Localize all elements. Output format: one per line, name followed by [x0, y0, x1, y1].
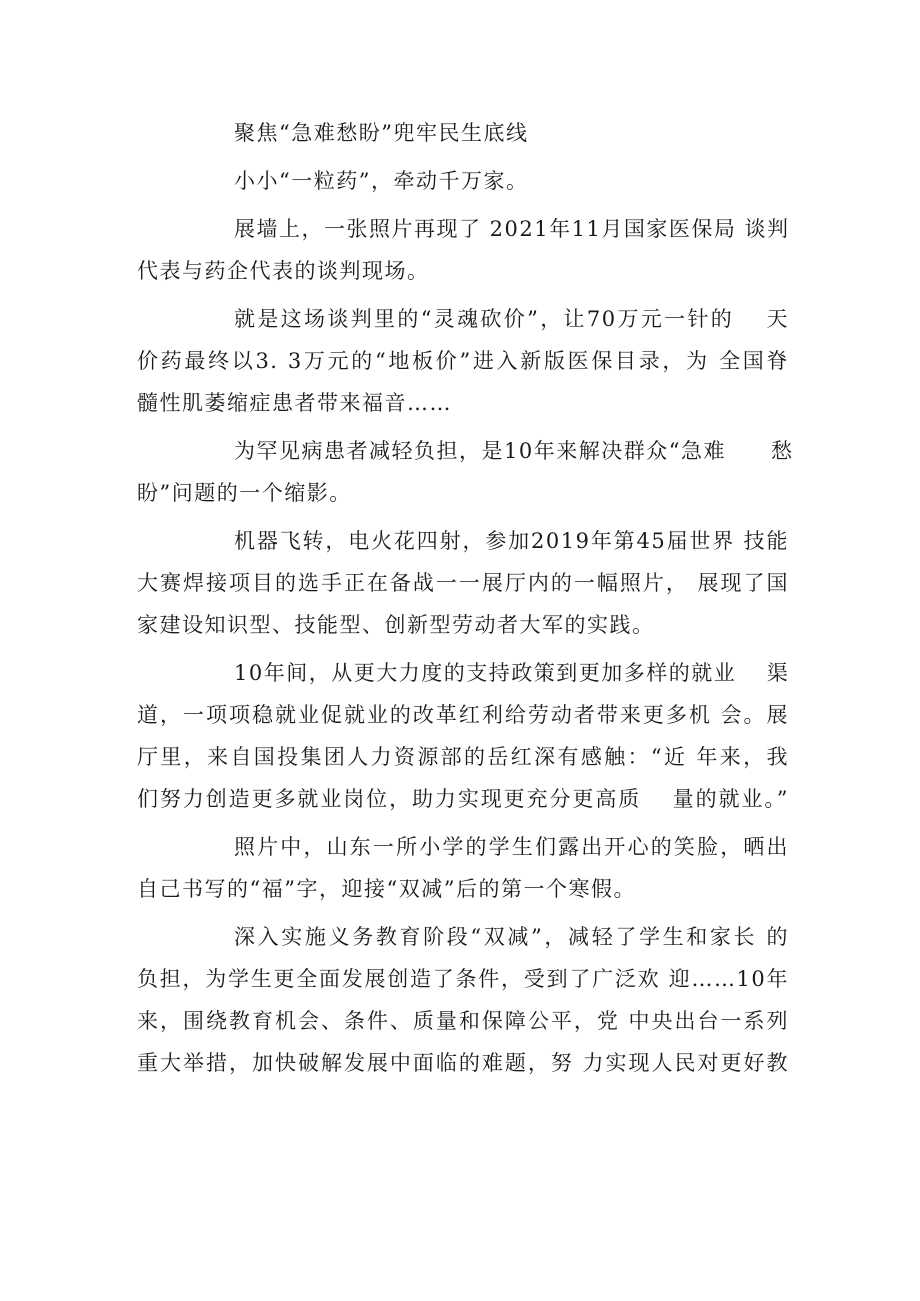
text-line: 重大举措，加快破解发展中面临的难题，努 力实现人民对更好教 — [137, 1051, 789, 1075]
text-line: 大赛焊接项目的选手正在备战一一展厅内的一幅照片， 展现了国 — [137, 571, 789, 595]
text-line: 自己书写的“福”字，迎接“双减”后的第一个寒假。 — [137, 877, 636, 901]
paragraph — [137, 430, 794, 514]
text-line: 们努力创造更多就业岗位，助力实现更充分更高质 量的就业。” — [137, 787, 789, 811]
text-line: 代表与药企代表的谈判现场。 — [137, 259, 430, 283]
paragraph — [137, 520, 789, 646]
text-line: 照片中，山东一所小学的学生们露出开心的笑脸，晒出 — [234, 835, 789, 859]
text-line: 为罕见病患者减轻负担，是10年来解决群众“急难 愁 — [234, 439, 794, 463]
text-line: 髓性肌萎缩症患者带来福音…… — [137, 391, 452, 415]
text-line: 负担，为学生更全面发展创造了条件，受到了广泛欢 迎……10年 — [137, 967, 789, 991]
paragraph-heading — [137, 112, 789, 154]
paragraph — [137, 826, 789, 910]
document-body — [137, 112, 794, 1090]
text-line: 聚焦“急难愁盼”兜牢民生底线 — [234, 121, 529, 145]
text-line: 盼”问题的一个缩影。 — [137, 481, 352, 505]
text-line: 价药最终以3. 3万元的“地板价”进入新版医保目录，为 全国脊 — [137, 349, 789, 373]
text-line: 家建设知识型、技能型、创新型劳动者大军的实践。 — [137, 613, 655, 637]
text-line: 机器飞转，电火花四射，参加2019年第45届世界 技能 — [234, 529, 789, 553]
paragraph — [137, 916, 789, 1084]
text-line: 展墙上，一张照片再现了 2021年11月国家医保局 谈判 — [234, 217, 790, 241]
paragraph — [137, 160, 789, 202]
text-line: 就是这场谈判里的“灵魂砍价”，让70万元一针的 天 — [234, 307, 789, 331]
text-line: 厅里，来自国投集团人力资源部的岳红深有感触：“近 年来，我 — [137, 745, 789, 769]
text-line: 小小“一粒药”，牵动千万家。 — [234, 169, 529, 193]
paragraph — [137, 298, 789, 424]
text-line: 深入实施义务教育阶段“双减”，减轻了学生和家长 的 — [234, 925, 789, 949]
text-line: 道，一项项稳就业促就业的改革红利给劳动者带来更多机 会。展 — [137, 703, 789, 727]
text-line: 来，围绕教育机会、条件、质量和保障公平，党 中央出台一系列 — [137, 1009, 789, 1033]
text-line: 10年间，从更大力度的支持政策到更加多样的就业 渠 — [234, 661, 790, 685]
paragraph — [137, 208, 789, 292]
paragraph — [137, 652, 789, 820]
